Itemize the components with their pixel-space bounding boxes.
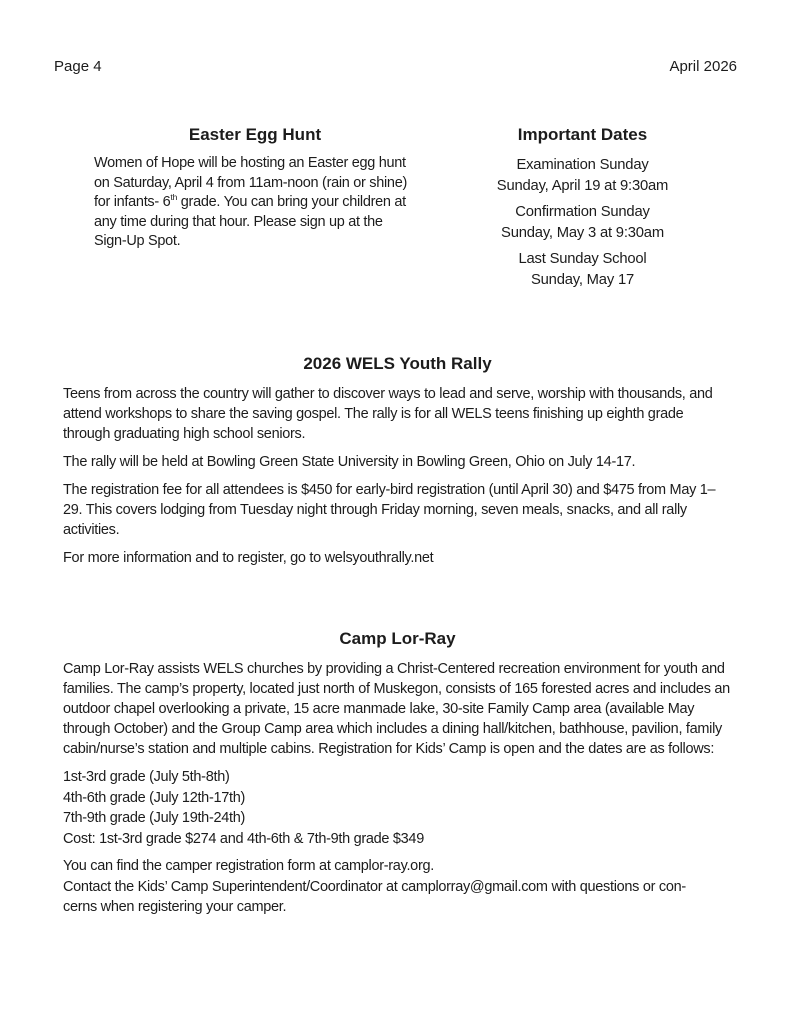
schedule-line: 4th-6th grade (July 12th-17th) bbox=[63, 789, 246, 806]
important-dates-article bbox=[440, 124, 725, 296]
camp-lor-ray-title: Camp Lor-Ray bbox=[339, 629, 456, 648]
issue-date: April 2026 bbox=[669, 58, 737, 75]
page-number: Page 4 bbox=[54, 58, 102, 75]
important-dates-title: Important Dates bbox=[517, 125, 648, 144]
easter-egg-hunt-body-text-2: grade. You can bring your children at any time during that hour. Please sign up at the Sign-Up Spot. bbox=[94, 194, 406, 249]
event-datetime: Sunday, April 19 at 9:30am bbox=[496, 178, 669, 194]
event-item bbox=[440, 155, 725, 197]
schedule-line: 1st-3rd grade (July 5th-8th) bbox=[63, 769, 230, 785]
easter-egg-hunt-body bbox=[94, 154, 416, 252]
youth-rally-paragraph: The rally will be held at Bowling Green State University in Bowling Green, Ohio on July 14-17. bbox=[63, 454, 636, 470]
schedule-cost-line: Cost: 1st-3rd grade $274 and 4th-6th & 7th-9th grade $349 bbox=[63, 830, 424, 847]
event-item bbox=[440, 249, 725, 291]
event-datetime: Sunday, May 3 at 9:30am bbox=[501, 225, 664, 241]
easter-egg-hunt-article bbox=[54, 124, 416, 296]
camp-registration-info bbox=[63, 856, 732, 918]
registration-line: You can find the camper registration form at camplor-ray.org. bbox=[63, 858, 434, 874]
easter-egg-hunt-body-text-1: Women of Hope will be hosting an Easter egg hunt on Saturday, April 4 from 11am-noon (rain or shine) for infants- 6 bbox=[94, 155, 407, 210]
camp-lor-ray-intro: Camp Lor-Ray assists WELS churches by providing a Christ-Centered recreation environment for youth and families. The camp’s property, located just north of Muskegon, consists of 165 forested acres and includes an outdoor chapel overlooking a private, 15 acre manmade lake, 30-site Family Camp area (available May through October) and the Group Camp area which includes a dining hall/kitchen, bathhouse, pavilion, family cabin/nurse’s station and multiple cabins. Registration for Kids’ Camp is open and the dates are as follows: bbox=[63, 661, 730, 757]
event-datetime: Sunday, May 17 bbox=[530, 272, 635, 288]
youth-rally-article bbox=[54, 353, 737, 568]
top-section bbox=[54, 124, 737, 296]
registration-line: Contact the Kids’ Camp Superintendent/Coordinator at camplorray@gmail.com with questions or con- bbox=[63, 878, 686, 895]
youth-rally-paragraph: Teens from across the country will gather to discover ways to lead and serve, worship with thousands, and attend workshops to share the saving gospel. The rally is for all WELS teens finishing up eighth grade through graduating high school seniors. bbox=[63, 386, 713, 442]
youth-rally-paragraph: The registration fee for all attendees is $450 for early-bird registration (until April 30) and $475 from May 1–29. This covers lodging from Tuesday night through Friday morning, seven meals, snacks, and all rally activities. bbox=[63, 482, 716, 538]
schedule-line: 7th-9th grade (July 19th-24th) bbox=[63, 810, 246, 826]
easter-egg-hunt-title: Easter Egg Hunt bbox=[188, 125, 322, 144]
youth-rally-title: 2026 WELS Youth Rally bbox=[303, 354, 492, 373]
youth-rally-paragraph: For more information and to register, go to welsyouthrally.net bbox=[63, 550, 434, 566]
camp-schedule bbox=[63, 767, 732, 849]
event-name: Examination Sunday bbox=[516, 157, 649, 173]
ordinal-superscript: th bbox=[170, 192, 178, 203]
page-header bbox=[54, 58, 737, 75]
registration-line: cerns when registering your camper. bbox=[63, 899, 287, 915]
event-name: Last Sunday School bbox=[518, 251, 647, 267]
camp-lor-ray-article bbox=[54, 628, 737, 918]
event-item bbox=[440, 202, 725, 244]
event-name: Confirmation Sunday bbox=[515, 204, 650, 220]
